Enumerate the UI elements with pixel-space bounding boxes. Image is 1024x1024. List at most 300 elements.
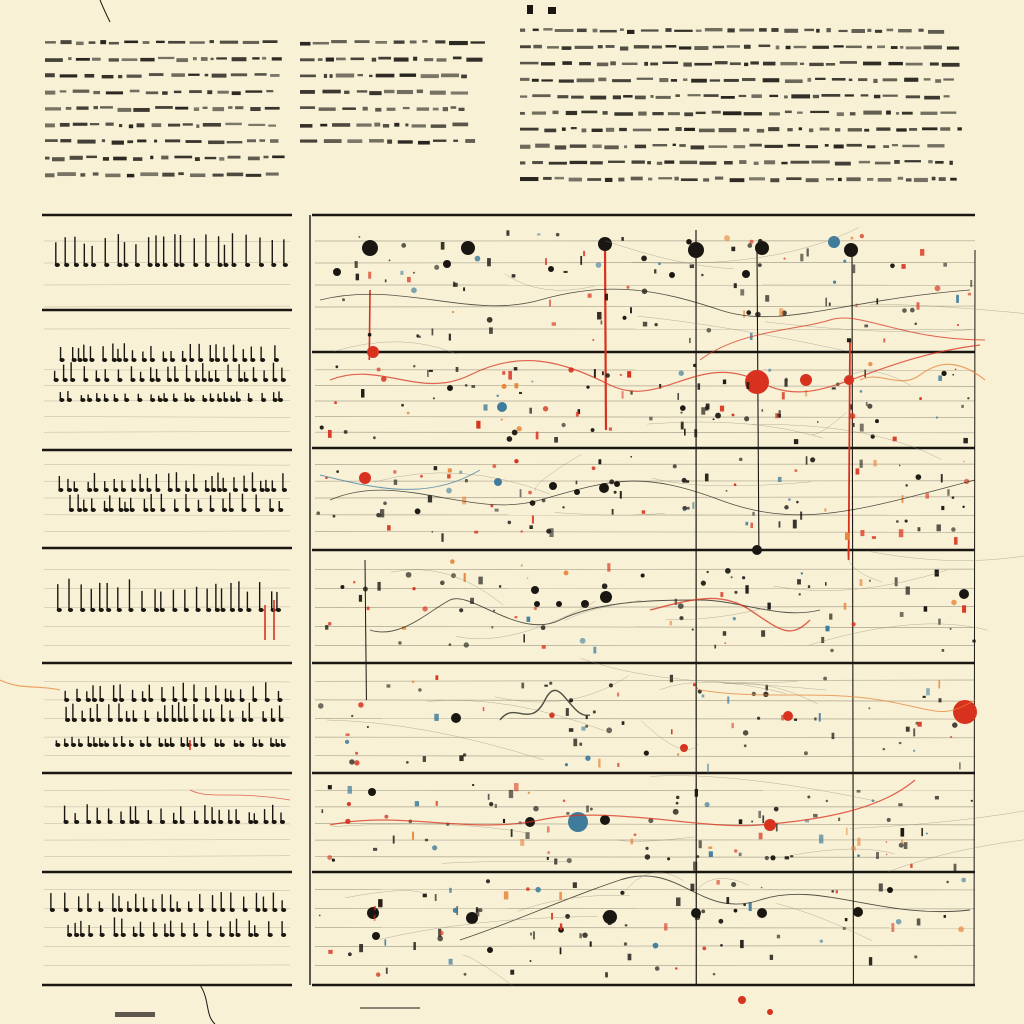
score-tick [794, 439, 798, 444]
header-scribble-word [593, 29, 598, 33]
score-speck [533, 806, 539, 812]
header-scribble-word [581, 111, 597, 114]
note-head [273, 398, 278, 402]
note-head [78, 908, 83, 912]
note-head [215, 358, 220, 362]
score-tick [860, 579, 863, 586]
score-tick [581, 727, 585, 731]
header-scribble-word [398, 140, 413, 143]
score-speck [890, 264, 895, 269]
header-scribble-word [154, 140, 157, 143]
header-scribble-word [648, 178, 652, 181]
note-head [210, 718, 215, 722]
score-speck [914, 955, 917, 958]
score-speck [332, 859, 335, 862]
hairline [652, 478, 811, 486]
header-scribble-word [124, 41, 138, 44]
header-scribble-word [137, 123, 145, 127]
header-scribble-word [812, 46, 828, 49]
note-head [282, 488, 287, 492]
score-speck [655, 966, 660, 971]
header-scribble-word [344, 91, 349, 94]
header-scribble-word [336, 73, 354, 77]
score-tick [373, 848, 377, 851]
score-tick [695, 789, 698, 797]
header-scribble-word [631, 177, 643, 181]
score-speck [732, 414, 735, 417]
header-scribble-word [867, 46, 872, 49]
score-speck [810, 457, 815, 462]
header-scribble-word [372, 58, 376, 62]
score-speck [913, 750, 915, 752]
score-speck [606, 727, 612, 733]
score-tick [625, 924, 628, 926]
note-head [217, 263, 222, 267]
bottom-dot [738, 996, 746, 1004]
staff-line [315, 306, 975, 307]
score-speck [654, 323, 657, 326]
score-speck [919, 397, 922, 400]
score-tick [654, 269, 656, 273]
note-head [260, 358, 265, 362]
header-scribble-word [112, 141, 124, 145]
header-scribble-word [70, 156, 83, 160]
score-speck [377, 367, 381, 371]
score-tick [359, 595, 362, 602]
header-scribble-word [906, 95, 920, 98]
header-scribble-word [922, 127, 937, 130]
header-scribble-word [57, 172, 76, 176]
score-tick [529, 408, 532, 414]
score-tick [739, 819, 742, 824]
header-scribble-word [189, 90, 202, 93]
score-tick [900, 612, 904, 617]
header-scribble-word [208, 140, 224, 144]
note-head [104, 743, 109, 747]
header-scribble-word [650, 63, 658, 66]
header-scribble-word [77, 140, 95, 144]
header-scribble-word [449, 41, 468, 45]
note-head [139, 488, 144, 492]
header-scribble-word [143, 41, 150, 44]
header-scribble-word [875, 162, 891, 165]
note-head [275, 743, 280, 747]
score-tick [956, 295, 959, 303]
score-speck [798, 593, 800, 595]
bar-line [757, 250, 759, 550]
note-head [222, 508, 227, 512]
note-head [278, 508, 283, 512]
header-scribble-word [888, 62, 902, 65]
score-tick [503, 819, 505, 823]
score-speck [701, 274, 704, 277]
header-scribble-word [891, 46, 898, 49]
note-head [217, 488, 222, 492]
header-scribble-word [417, 90, 423, 94]
note-head [86, 820, 91, 824]
score-dot [959, 589, 969, 599]
score-speck [734, 849, 737, 852]
score-tick [694, 429, 697, 437]
header-scribble-word [319, 107, 336, 110]
note-head [146, 488, 151, 492]
note-head [155, 263, 160, 267]
note-head [132, 718, 137, 722]
header-scribble-word [919, 29, 924, 32]
header-scribble-word [624, 145, 627, 148]
hairline [345, 891, 422, 898]
score-tick [580, 256, 582, 265]
note-head [99, 608, 104, 612]
score-tick [509, 790, 513, 798]
score-speck [336, 470, 339, 473]
score-dot [755, 241, 769, 255]
header-scribble-word [547, 46, 559, 48]
note-head [102, 358, 107, 362]
score-tick [825, 298, 827, 307]
score-speck [706, 571, 708, 573]
score-speck [384, 815, 388, 819]
header-scribble-word [544, 129, 556, 133]
note-head [205, 263, 210, 267]
score-speck [582, 932, 587, 937]
note-head [112, 358, 117, 362]
score-speck [464, 642, 469, 647]
header-scribble-word [86, 156, 97, 158]
header-scribble-word [106, 91, 123, 94]
header-scribble-word [770, 178, 779, 182]
note-head [220, 908, 225, 912]
header-scribble-word [943, 78, 954, 80]
score-speck [667, 857, 670, 860]
score-tick [883, 338, 885, 342]
score-speck [620, 891, 624, 895]
header-scribble-word [162, 91, 168, 94]
bottom-dot [767, 1009, 773, 1015]
score-speck [673, 464, 677, 468]
header-scribble-word [577, 79, 595, 83]
score-tick [746, 382, 749, 389]
score-speck [605, 373, 609, 377]
header-scribble-word [710, 79, 720, 81]
header-scribble-word [453, 57, 462, 60]
header-scribble-word [553, 111, 559, 114]
header-scribble-word [60, 139, 71, 142]
score-tick [702, 694, 705, 697]
note-head [143, 908, 148, 912]
note-head [236, 398, 241, 402]
score-tick [767, 603, 770, 610]
note-head [278, 398, 283, 402]
header-scribble-word [532, 111, 546, 114]
note-head [90, 608, 95, 612]
score-speck [963, 461, 965, 463]
note-head [164, 933, 169, 937]
score-tick [521, 683, 524, 689]
score-speck [957, 324, 959, 326]
header-scribble-word [313, 42, 329, 45]
note-head [64, 698, 69, 702]
note-head [243, 488, 248, 492]
score-speck [452, 311, 454, 313]
score-dot [497, 402, 507, 412]
score-tick [800, 254, 803, 262]
score-speck [586, 385, 589, 388]
header-scribble-word [562, 46, 572, 50]
header-scribble-word [873, 79, 877, 83]
score-tick [699, 840, 702, 848]
header-scribble-word [203, 123, 221, 127]
header-scribble-word [435, 40, 445, 43]
score-speck [351, 715, 353, 717]
header-scribble-word [744, 63, 748, 66]
header-scribble-word [763, 62, 776, 66]
note-head [188, 908, 193, 912]
score-speck [526, 887, 530, 891]
score-tick [731, 723, 733, 728]
note-head [170, 933, 175, 937]
header-scribble-word [85, 74, 95, 78]
score-tick [690, 264, 694, 268]
note-head [239, 743, 244, 747]
score-speck [833, 281, 836, 284]
note-head [91, 508, 96, 512]
header-scribble-word [394, 57, 409, 61]
header-scribble-word [369, 75, 372, 77]
header-scribble-word [668, 112, 680, 115]
note-head [157, 718, 162, 722]
note-head [95, 378, 100, 382]
header-scribble-word [60, 90, 67, 92]
header-scribble-word [394, 40, 405, 43]
note-head [221, 718, 226, 722]
score-tick [385, 939, 387, 945]
header-scribble-word [268, 124, 276, 126]
header-scribble-word [300, 106, 315, 109]
header-scribble-word [664, 160, 674, 163]
left-staff-line [44, 241, 290, 242]
header-scribble-word [743, 128, 749, 131]
header-scribble-word [45, 73, 55, 77]
score-tick [643, 322, 647, 327]
header-scribble-word [724, 161, 733, 165]
hairline [637, 316, 847, 351]
header-scribble-word [713, 46, 724, 49]
header-scribble-word [859, 161, 870, 164]
note-head [184, 608, 189, 612]
score-tick [671, 729, 673, 734]
header-scribble-word [106, 123, 114, 126]
score-speck [328, 622, 332, 626]
header-scribble-word [324, 139, 342, 143]
header-scribble-word [813, 95, 819, 98]
header-scribble-word [598, 78, 606, 82]
score-speck [951, 600, 956, 605]
score-tick [415, 801, 419, 806]
note-head [209, 358, 214, 362]
score-tick [779, 410, 781, 418]
note-head [246, 608, 251, 612]
score-speck [422, 606, 427, 611]
score-tick [938, 698, 941, 702]
score-tick [423, 894, 427, 898]
score-tick [923, 696, 926, 698]
score-tick [449, 888, 452, 893]
note-head [89, 718, 94, 722]
header-scribble-word [375, 41, 387, 44]
bar-line [849, 340, 850, 560]
note-head [96, 718, 101, 722]
header-scribble-word [176, 58, 188, 62]
score-tick [693, 683, 696, 686]
header-scribble-word [804, 29, 814, 31]
staff-line [315, 497, 975, 498]
header-scribble-word [453, 140, 458, 142]
score-tick [846, 828, 848, 835]
header-scribble-word [791, 161, 810, 164]
score-tick [850, 404, 852, 409]
score-speck [967, 397, 969, 399]
score-tick [872, 536, 876, 539]
score-tick [864, 370, 866, 378]
score-tick [547, 857, 549, 860]
header-scribble-word [76, 106, 88, 109]
score-tick [533, 931, 535, 939]
header-scribble-word [520, 112, 525, 115]
note-head [73, 488, 78, 492]
score-tick [449, 959, 453, 965]
header-scribble-word [431, 124, 446, 127]
note-head [174, 508, 179, 512]
score-tick [723, 380, 726, 385]
score-tick [926, 688, 930, 695]
note-head [252, 743, 257, 747]
note-head [220, 743, 225, 747]
header-scribble-word [330, 74, 333, 78]
score-speck [592, 339, 594, 341]
header-scribble-word [342, 107, 356, 109]
header-scribble-word [633, 129, 651, 132]
note-head [148, 263, 153, 267]
header-scribble-word [864, 129, 869, 132]
header-scribble-word [721, 96, 735, 99]
hairline [794, 849, 894, 855]
score-speck [916, 474, 922, 480]
note-head [179, 263, 184, 267]
note-head [144, 718, 149, 722]
score-tick [348, 786, 352, 794]
staff-line [315, 532, 975, 533]
header-scribble-word [754, 162, 759, 165]
score-tick [514, 783, 518, 791]
score-speck [875, 419, 879, 423]
score-tick [504, 891, 508, 899]
score-tick [731, 247, 735, 251]
header-scribble-word [140, 58, 154, 62]
header-scribble-word [652, 46, 662, 49]
header-scribble-word [195, 157, 200, 161]
header-scribble-word [272, 57, 282, 60]
hairline [442, 861, 568, 863]
note-head [231, 263, 236, 267]
note-head [248, 718, 253, 722]
score-tick [597, 312, 601, 320]
note-head [252, 378, 257, 382]
score-dot [367, 907, 379, 919]
header-scribble-word [543, 177, 552, 180]
header-scribble-word [750, 61, 758, 64]
note-head [87, 398, 92, 402]
score-tick [576, 481, 578, 485]
score-tick [762, 815, 764, 823]
score-speck [398, 641, 402, 645]
header-scribble-word [905, 160, 921, 162]
score-tick [374, 906, 376, 910]
header-scribble-word [675, 94, 679, 97]
header-scribble-word [430, 91, 446, 95]
note-head [174, 378, 179, 382]
header-scribble-word [675, 127, 681, 131]
header-scribble-word [127, 75, 142, 78]
note-head [87, 743, 92, 747]
score-tick [739, 853, 742, 856]
score-tick [938, 375, 942, 381]
score-speck [677, 753, 679, 755]
header-scribble-word [76, 42, 84, 46]
header-scribble-word [849, 79, 853, 81]
main-score [0, 215, 1024, 986]
score-speck [950, 736, 952, 738]
note-head [259, 263, 264, 267]
score-tick [449, 334, 451, 341]
note-head [57, 608, 62, 612]
score-speck [765, 856, 769, 860]
header-scribble-word [541, 79, 552, 81]
score-dot [368, 788, 376, 796]
left-staff-line [44, 306, 290, 307]
staff-line [315, 385, 975, 386]
header-scribble-word [902, 112, 913, 115]
score-tick [554, 859, 557, 865]
header-scribble-word [412, 124, 426, 127]
header-scribble-word [612, 79, 631, 82]
header-scribble-word [764, 160, 775, 164]
note-head [258, 743, 263, 747]
score-speck [344, 430, 348, 434]
score-speck [641, 573, 645, 577]
header-scribble-word [259, 139, 265, 142]
score-tick [857, 790, 861, 793]
score-tick [471, 385, 475, 388]
note-head [71, 743, 76, 747]
score-tick [478, 577, 482, 585]
header-scribble-word [109, 42, 119, 45]
header-scribble-word [700, 161, 717, 164]
score-speck [687, 507, 690, 510]
note-head [175, 488, 180, 492]
score-dot [887, 887, 893, 893]
score-tick [642, 510, 645, 513]
note-head [83, 263, 88, 267]
score-tick [525, 832, 529, 839]
score-dot [549, 482, 557, 490]
note-head [268, 933, 273, 937]
score-speck [850, 237, 853, 240]
score-tick [476, 421, 480, 429]
note-head [131, 488, 136, 492]
score-dot [556, 601, 562, 607]
score-tick [569, 728, 573, 732]
